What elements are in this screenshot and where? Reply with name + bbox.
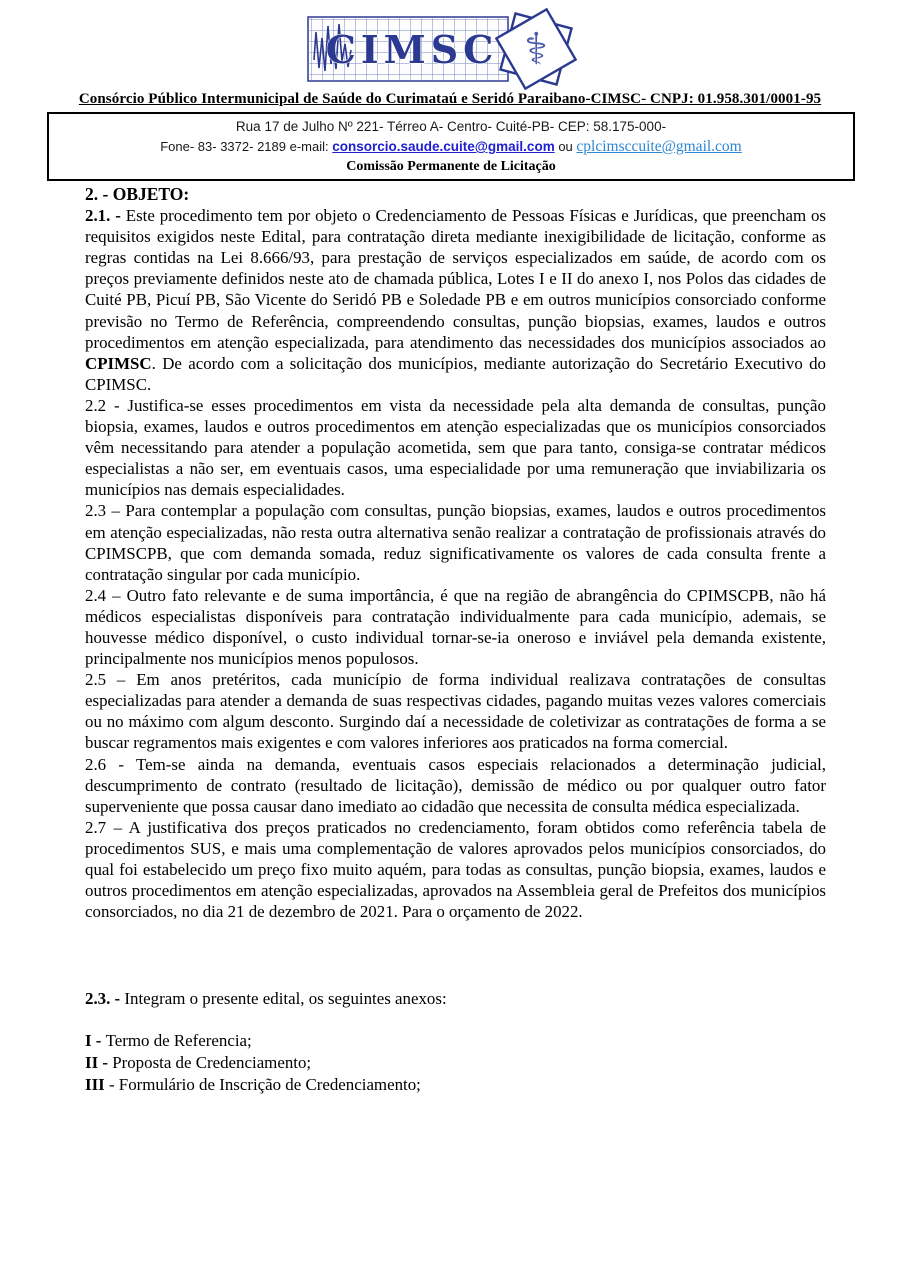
bold-text: 2.3. -	[85, 989, 125, 1009]
annex-list	[85, 1030, 826, 1095]
text: 2.5 – Em anos pretéritos, cada município de forma individual realizava contratações de consultas especializadas para atender a demanda de suas respectivas cidades, pagando muitas vezes valores comerciais ou no máximo com algum desconto. Surgindo daí a necessidade de coletivizar as contratações de forma a se buscar regramentos mais exigentes e com valores inferiores aos praticados na forma comercial.	[85, 670, 826, 753]
cimsc-logo	[300, 8, 600, 92]
text: Integram o presente edital, os seguintes anexos:	[124, 989, 447, 1009]
bold-text: 2.1. -	[85, 206, 126, 226]
document-body	[85, 184, 826, 1096]
text: Este procedimento tem por objeto o Credenciamento de Pessoas Físicas e Jurídicas, que preencham os requisitos exigidos neste Edital, para contratação direta mediante inexigibilidade de licitação, conforme as regras contidas na Lei 8.666/93, para prestação de serviços especializados em saúde, de acordo com os preços previamente definidos neste ato de chamada pública, Lotes I e II do anexo I, nos Polos das cidades de Cuité PB, Picuí PB, São Vicente do Seridó PB e Soledade PB e em outros municípios consorciado conforme previsão no Termo de Referência, compreendendo consultas, punção biopsias, exames, laudos e outros procedimentos em atenção especializada, para atendimento das necessidades dos municípios associados ao	[85, 206, 827, 352]
paragraph	[85, 585, 826, 669]
annex-intro-line	[85, 988, 826, 1009]
email-separator: ou	[554, 139, 577, 154]
committee-line: Comissão Permanente de Licitação	[346, 159, 556, 174]
paragraph	[85, 500, 826, 584]
text: 2.7 – A justificativa dos preços praticados no credenciamento, foram obtidos como referência tabela de procedimentos SUS, e mais uma complementação de valores aprovados pelos municípios consorciados, do qual foi estabelecido um preço fixo muito aquém, para todas as consultas, punção biopsia, exames, laudos e outros procedimentos em atenção especializadas, aprovados na Assembleia geral de Prefeitos dos municípios consorciados, no dia 21 de dezembro de 2021. Para o orçamento de 2022.	[85, 817, 826, 922]
annex-item	[85, 1030, 826, 1052]
text: 2.4 – Outro fato relevante e de suma importância, é que na região de abrangência do CPIMSCPB, não há médicos especialistas disponíveis para contratação individualmente para cada município, ademais, se houvesse médico disponível, o custo individual tornar-se-ia oneroso e inviável pela demanda existente, principalmente nos municípios menos populosos.	[85, 585, 826, 669]
paragraph	[85, 754, 826, 817]
email-link-secondary[interactable]: cplcimsccuite@gmail.com	[576, 138, 742, 155]
paragraph	[85, 669, 826, 753]
bold-text: III	[85, 1074, 105, 1094]
org-title-line: Consórcio Público Intermunicipal de Saúde do Curimataú e Seridó Paraibano-CIMSC- CNPJ: 01.958.301/0001-95	[78, 91, 822, 107]
address-line: Rua 17 de Julho Nº 221- Térreo A- Centro- Cuité-PB- CEP: 58.175-000-	[235, 119, 667, 134]
text: 2.6 - Tem-se ainda na demanda, eventuais casos especiais relacionados a determinação judicial, descumprimento de contrato (resultado de licitação), demissão de médico ou por qualquer outro fator superveniente que possa causar dano imediato ao cidadão que necessita de consulta médica especializada.	[85, 754, 826, 816]
logo-text: CIMSC	[325, 27, 499, 72]
paragraph	[85, 205, 826, 395]
phone-email-line	[49, 138, 853, 156]
text: 2.3 – Para contemplar a população com consultas, punção biopsias, exames, laudos e outros procedimentos em atenção especializadas, não resta outra alternativa senão realizar a contratação de profissionais através do CPIMSCPB, que com demanda somada, reduz significativamente os valores de cada consulta frente a contratação singular por cada município.	[85, 501, 826, 584]
phone-prefix: Fone- 83- 3372- 2189 e-mail:	[160, 139, 333, 154]
email-link-primary[interactable]: consorcio.saude.cuite@gmail.com	[332, 139, 555, 154]
text: 2.2 - Justifica-se esses procedimentos em vista da necessidade pela alta demanda de consultas, punção biopsia, exames, laudos e outros procedimentos em atenção especializadas que os municípios consorciados vêm necessitando para atender a população acometida, sem que para tanto, consiga-se contratar médicos especialistas a não ser, em eventuais casos, uma especialidade por uma remuneração que inviabilizaria os municípios nas demais especialidades.	[85, 395, 826, 500]
contact-info-box	[47, 112, 855, 181]
text: Termo de Referencia;	[105, 1031, 252, 1051]
text: - Formulário de Inscrição de Credenciamento;	[104, 1074, 421, 1094]
paragraph	[85, 395, 826, 500]
annex-item	[85, 1052, 826, 1074]
caduceus-icon: ⚕	[524, 24, 548, 75]
paragraph	[85, 817, 826, 922]
bold-text: I -	[85, 1031, 106, 1051]
section-heading: 2. - OBJETO:	[85, 184, 190, 204]
bold-text: II -	[85, 1053, 113, 1073]
text: Proposta de Credenciamento;	[112, 1053, 312, 1073]
text: . De acordo com a solicitação dos municípios, mediante autorização do Secretário Executivo do CPIMSC.	[85, 353, 826, 394]
bold-text: CPIMSC	[85, 353, 152, 373]
paragraphs-container	[85, 205, 826, 922]
annex-item	[85, 1074, 826, 1096]
